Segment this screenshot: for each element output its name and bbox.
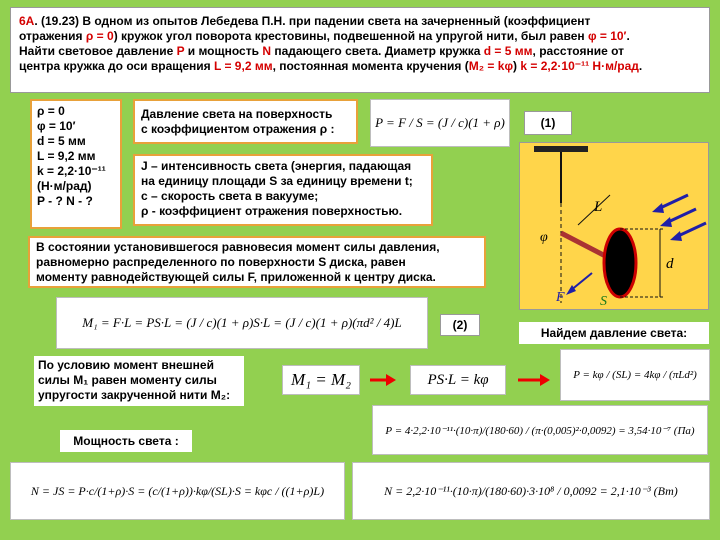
problem-text-3b: и мощность bbox=[184, 44, 263, 58]
formula-moment-text: M₁ = F·L = PS·L = (J / c)(1 + ρ)S·L = (J / c)(1 + ρ)(πd² / 4)L bbox=[82, 315, 402, 330]
disc bbox=[604, 229, 636, 297]
problem-text-4a: центра кружка до оси вращения bbox=[19, 59, 215, 73]
given-line: k = 2,2·10⁻¹¹ bbox=[37, 164, 106, 178]
light-ray-2-head bbox=[652, 203, 664, 213]
formula-torque-balance bbox=[410, 365, 506, 395]
problem-line-3 bbox=[19, 44, 701, 59]
legend-line-1: J – интенсивность света (энергия, падающая bbox=[141, 159, 412, 173]
formula-pressure-result bbox=[560, 349, 710, 401]
equilibrium-box bbox=[28, 236, 486, 288]
P-symbol: P bbox=[176, 44, 185, 58]
problem-text-3c: падающего света. Диаметр кружка bbox=[270, 44, 484, 58]
power-label bbox=[60, 430, 192, 452]
problem-ref: . (19.23) bbox=[34, 14, 83, 28]
formula-power-numeric bbox=[352, 462, 710, 520]
equilibrium-line-2: равномерно распределенного по поверхности S диска, равен bbox=[36, 255, 406, 269]
pressure-definition bbox=[133, 99, 358, 144]
given-line: P - ? N - ? bbox=[37, 194, 93, 208]
formula-pressure bbox=[370, 99, 510, 147]
diagram-svg bbox=[520, 143, 710, 311]
M2-relation: M₂ = kφ bbox=[468, 59, 514, 73]
k-value: k = 2,2·10⁻¹¹ Н·м/рад bbox=[520, 59, 639, 73]
problem-text-3d: , расстояние от bbox=[532, 44, 624, 58]
rho-value: ρ = 0 bbox=[85, 29, 114, 43]
given-box bbox=[30, 99, 122, 229]
problem-text-1: В одном из опытов Лебедева П.Н. при падении света на зачерненный (коэффициент bbox=[82, 14, 591, 28]
formula-power bbox=[10, 462, 345, 520]
formula-pressure-numeric bbox=[372, 405, 708, 455]
given-line: d = 5 мм bbox=[37, 134, 86, 148]
condition-box bbox=[34, 356, 244, 406]
condition-line-1: По условию момент внешней bbox=[38, 358, 214, 372]
light-ray-1-head bbox=[660, 217, 672, 227]
equation-label-1 bbox=[524, 111, 572, 135]
legend-line-3: c – скорость света в вакууме; bbox=[141, 189, 319, 203]
lebedev-diagram bbox=[519, 142, 709, 310]
problem-line-2 bbox=[19, 29, 701, 44]
find-pressure-text: Найдем давление света: bbox=[540, 325, 688, 340]
problem-number: 6А bbox=[19, 14, 35, 28]
condition-line-3: упругости закрученной нити M₂: bbox=[38, 388, 231, 402]
given-line: L = 9,2 мм bbox=[37, 149, 96, 163]
power-label-text: Мощность света : bbox=[73, 433, 179, 448]
formula-moment-equality-text: M₁ = M₂ bbox=[290, 370, 352, 389]
formula-moment-equality bbox=[282, 365, 360, 395]
formula-power-numeric-text: N = 2,2·10⁻¹¹·(10·π)/(180·60)·3·10⁸ / 0,0092 = 2,1·10⁻³ (Вт) bbox=[384, 483, 678, 498]
legend-line-4: ρ - коэффициент отражения поверхностью. bbox=[141, 204, 403, 218]
formula-power-text: N = JS = P·c/(1+ρ)·S = (c/(1+ρ))·kφ/(SL)·S = kφc / ((1+ρ)L) bbox=[30, 483, 325, 498]
equilibrium-line-3: моменту равнодействующей силы F, приложенной к центру диска. bbox=[36, 270, 436, 284]
problem-statement bbox=[10, 7, 710, 93]
legend-box bbox=[133, 154, 433, 226]
formula-pressure-result-text: P = kφ / (SL) = 4kφ / (πLd²) bbox=[573, 369, 697, 381]
problem-text-2a: отражения bbox=[19, 29, 86, 43]
problem-text-4c: ) bbox=[513, 59, 521, 73]
F-label: F bbox=[556, 290, 565, 305]
equilibrium-line-1: В состоянии установившегося равновесия момент силы давления, bbox=[36, 240, 440, 254]
given-line: ρ = 0 bbox=[37, 104, 65, 118]
formula-moment bbox=[56, 297, 428, 349]
problem-line-4 bbox=[19, 59, 701, 74]
N-symbol: N bbox=[262, 44, 271, 58]
formula-pressure-numeric-text: P = 4·2,2·10⁻¹¹·(10·π)/(180·60) / (π·(0,005)²·0,0092) = 3,54·10⁻⁷ (Па) bbox=[385, 424, 695, 437]
pressure-def-line-2: с коэффициентом отражения ρ : bbox=[141, 122, 335, 136]
L-label: L bbox=[594, 199, 603, 215]
red-arrow-1 bbox=[370, 373, 396, 387]
equation-label-2 bbox=[440, 314, 480, 336]
formula-torque-balance-text: PS·L = kφ bbox=[427, 371, 489, 388]
suspension-bar bbox=[534, 146, 588, 152]
problem-text-2c: . bbox=[626, 29, 630, 43]
condition-line-2: силы M₁ равен моменту силы bbox=[38, 373, 217, 387]
problem-text-3a: Найти световое давление bbox=[19, 44, 177, 58]
problem-text-4d: . bbox=[638, 59, 643, 73]
legend-line-2: на единицу площади S за единицу времени t; bbox=[141, 174, 413, 188]
light-ray-3-head bbox=[670, 231, 682, 241]
problem-line-1 bbox=[19, 14, 701, 29]
pressure-def-line-1: Давление света на поверхность bbox=[141, 107, 333, 121]
equation-label-2-text: (2) bbox=[452, 318, 468, 332]
L-value: L = 9,2 мм bbox=[214, 59, 273, 73]
red-arrow-2 bbox=[518, 373, 550, 387]
phi-value: φ = 10′ bbox=[587, 29, 627, 43]
find-pressure-label bbox=[519, 322, 709, 344]
d-value: d = 5 мм bbox=[483, 44, 533, 58]
given-line: (Н·м/рад) bbox=[37, 179, 92, 193]
given-line: φ = 10′ bbox=[37, 119, 76, 133]
problem-text-4b: , постоянная момента кручения ( bbox=[272, 59, 469, 73]
equation-label-1-text: (1) bbox=[540, 116, 556, 130]
phi-label: φ bbox=[540, 230, 548, 245]
d-label: d bbox=[666, 256, 674, 272]
S-label: S bbox=[600, 294, 607, 309]
formula-pressure-text: P = F / S = (J / c)(1 + ρ) bbox=[375, 115, 505, 130]
problem-text-2b: ) кружок угол поворота крестовины, подвешенной на упругой нити, был равен bbox=[113, 29, 588, 43]
